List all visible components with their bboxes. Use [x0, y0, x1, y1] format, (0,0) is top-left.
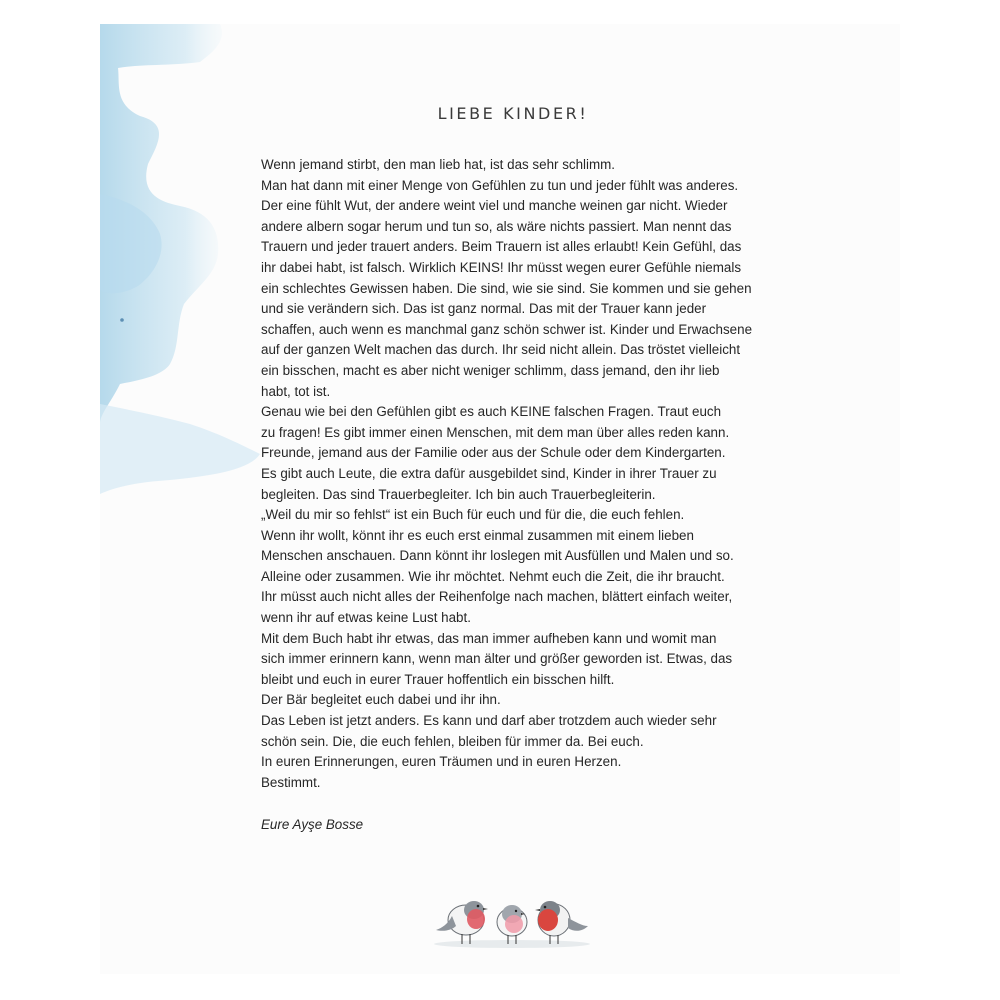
body-line: Wenn ihr wollt, könnt ihr es euch erst einmal zusammen mit einem lieben: [261, 527, 694, 543]
body-line: Man hat dann mit einer Menge von Gefühlen zu tun und jeder fühlt was anderes.: [261, 177, 739, 193]
body-line: Genau wie bei den Gefühlen gibt es auch KEINE falschen Fragen. Traut euch: [261, 404, 722, 420]
body-line: Es gibt auch Leute, die extra dafür ausgebildet sind, Kinder in ihrer Trauer zu: [261, 465, 717, 481]
body-line: ein schlechtes Gewissen haben. Die sind, wie sie sind. Sie kommen und sie gehen: [261, 280, 752, 296]
body-line: Der eine fühlt Wut, der andere weint viel und manche weinen gar nicht. Wieder: [261, 198, 728, 214]
body-line: bleibt und euch in eurer Trauer hoffentlich ein bisschen hilft.: [261, 671, 615, 687]
body-line: In euren Erinnerungen, euren Träumen und in euren Herzen.: [261, 754, 622, 770]
book-page: [100, 24, 900, 974]
letter-body: [261, 155, 821, 793]
body-line: Das Leben ist jetzt anders. Es kann und darf aber trotzdem auch wieder sehr: [261, 713, 717, 729]
page-title: LIEBE KINDER!: [437, 104, 589, 123]
watercolor-wash-decoration: [100, 24, 280, 504]
body-line: sich immer erinnern kann, wenn man älter und größer geworden ist. Etwas, das: [261, 651, 733, 667]
body-line: Freunde, jemand aus der Familie oder aus der Schule oder dem Kindergarten.: [261, 445, 726, 461]
body-line: zu fragen! Es gibt immer einen Menschen, mit dem man über alles reden kann.: [261, 424, 730, 440]
body-line: ihr dabei habt, ist falsch. Wirklich KEINS! Ihr müsst wegen eurer Gefühle niemals: [261, 259, 742, 275]
robin-right-icon: [535, 901, 588, 944]
body-line: Alleine oder zusammen. Wie ihr möchtet. Nehmt euch die Zeit, die ihr braucht.: [261, 568, 725, 584]
body-line: habt, tot ist.: [261, 383, 331, 399]
body-line: Bestimmt.: [261, 774, 321, 790]
body-line: Mit dem Buch habt ihr etwas, das man immer aufheben kann und womit man: [261, 630, 717, 646]
body-line: Der Bär begleitet euch dabei und ihr ihn.: [261, 692, 501, 708]
body-line: auf der ganzen Welt machen das durch. Ihr seid nicht allein. Das tröstet vielleicht: [261, 342, 741, 358]
robin-middle-icon: [497, 905, 527, 944]
body-line: Trauern und jeder trauert anders. Beim Trauern ist alles erlaubt! Kein Gefühl, das: [261, 239, 742, 255]
body-line: begleiten. Das sind Trauerbegleiter. Ich bin auch Trauerbegleiterin.: [261, 486, 656, 502]
body-line: Ihr müsst auch nicht alles der Reihenfolge nach machen, blättert einfach weiter,: [261, 589, 733, 605]
robin-left-icon: [436, 901, 488, 944]
body-line: Menschen anschauen. Dann könnt ihr loslegen mit Ausfüllen und Malen und so.: [261, 548, 734, 564]
body-line: Wenn jemand stirbt, den man lieb hat, ist das sehr schlimm.: [261, 157, 616, 172]
three-robins-illustration: [432, 886, 592, 950]
body-line: wenn ihr auf etwas keine Lust habt.: [261, 610, 471, 626]
body-line: schön sein. Die, die euch fehlen, bleiben für immer da. Bei euch.: [261, 733, 644, 749]
body-line: und sie verändern sich. Das ist ganz normal. Das mit der Trauer kann jeder: [261, 301, 707, 317]
body-line: ein bisschen, macht es aber nicht weniger schlimm, dass jemand, den ihr lieb: [261, 362, 720, 378]
body-line: andere albern sogar herum und tun so, als wäre nichts passiert. Man nennt das: [261, 218, 732, 234]
body-line: schaffen, auch wenn es manchmal ganz schön schwer ist. Kinder und Erwachsene: [261, 321, 753, 337]
body-line: „Weil du mir so fehlst“ ist ein Buch für euch und für die, die euch fehlen.: [261, 507, 685, 523]
signature: Eure Ayşe Bosse: [261, 817, 364, 832]
